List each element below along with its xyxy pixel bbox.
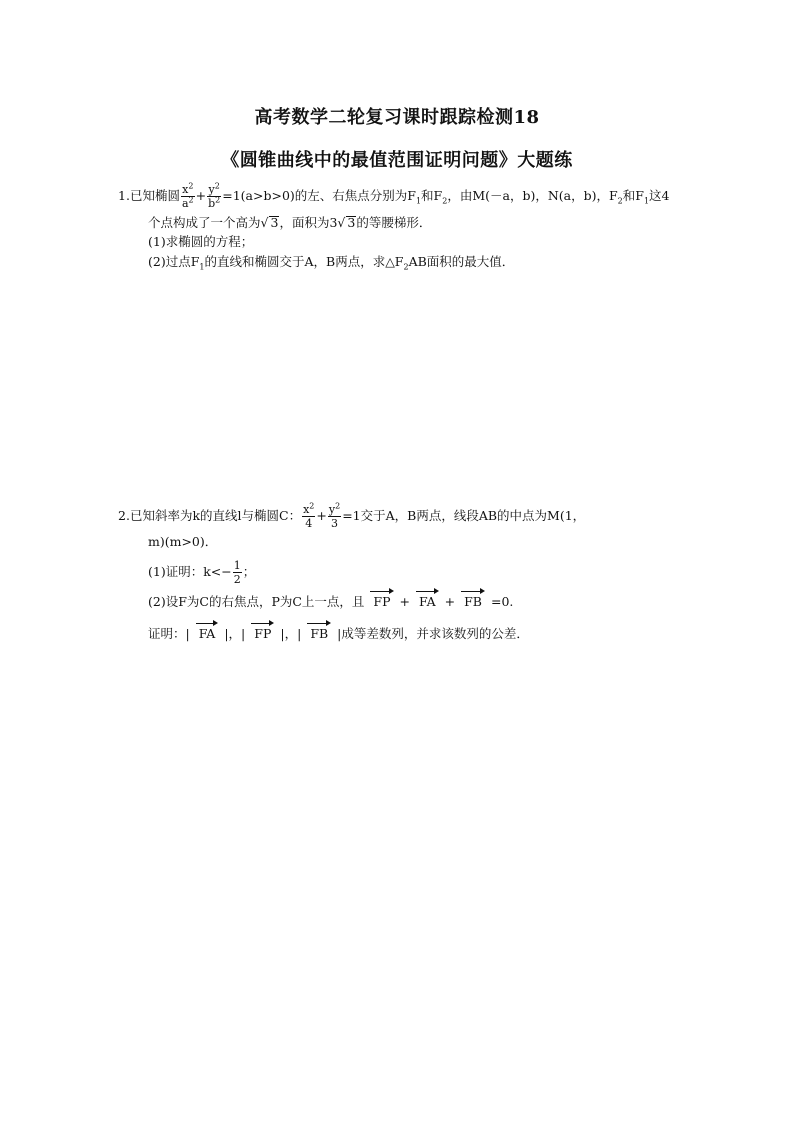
problem2-part2: (2)设F为C的右焦点，P为C上一点，且 FP + FA + FB =0. <box>148 594 514 609</box>
problem1-statement-line2: 个点构成了一个高为√ 3，面积为3√ 3的等腰梯形． <box>148 215 432 230</box>
fraction-x2-4: $\frac{x^2}{4}$ <box>303 501 315 530</box>
vector-fp: FP <box>370 596 393 609</box>
problem2-statement-line1: 2.已知斜率为k的直线l与椭圆C： $\frac{x^2}{4}$ + $\frac{y^2}{3}$ =1交于A，B两点，线段AB的中点为M(1， <box>118 501 586 530</box>
problem1-part1: (1)求椭圆的方程； <box>148 234 254 249</box>
vector-fa: FA <box>416 596 439 609</box>
page-title: 高考数学二轮复习课时跟踪检测18 <box>254 107 540 128</box>
fraction-y2-3: $\frac{y^2}{3}$ <box>328 501 341 530</box>
sqrt-3: √ 3 <box>260 215 279 230</box>
problem2-statement-line2: m)(m>0)． <box>148 534 218 549</box>
vector-fp-abs: FP <box>251 628 274 641</box>
fraction-x2-a2: $\frac{x^2}{a^2}$ <box>181 181 194 210</box>
problem1-statement-line1: 1.已知椭圆 $\frac{x^2}{a^2}$ + $\frac{y^2}{b^2}$ =1(a>b>0)的左、右焦点分别为$F_1$和$F_2$，由M(－a，b)，N(a，b)，$F_2$和$F_1$这4 <box>118 181 670 210</box>
problem1-number: 1. <box>118 188 130 203</box>
problem2-number: 2. <box>118 508 130 523</box>
vector-fa-abs: FA <box>196 628 219 641</box>
problem1-part2: (2)过点$F_1$的直线和椭圆交于A，B两点，求$\triangle F_2AB$面积的最大值． <box>148 254 515 272</box>
sqrt-3-area: √ 3 <box>337 215 356 230</box>
problem1-lead: 已知椭圆 <box>129 188 180 203</box>
vector-fb-abs: FB <box>307 628 331 641</box>
problem2-part1: (1)证明：k<− $\frac{1}{2}$ ； <box>148 559 256 586</box>
vector-fb: FB <box>461 596 485 609</box>
problem2-proof: 证明：| FA |，| FP |，| FB |成等差数列，并求该数列的公差． <box>148 626 529 641</box>
page-subtitle: 《圆锥曲线中的最值范围证明问题》大题练 <box>221 150 573 171</box>
fraction-y2-b2: $\frac{y^2}{b^2}$ <box>208 181 221 210</box>
fraction-one-half: $\frac{1}{2}$ <box>233 559 241 586</box>
